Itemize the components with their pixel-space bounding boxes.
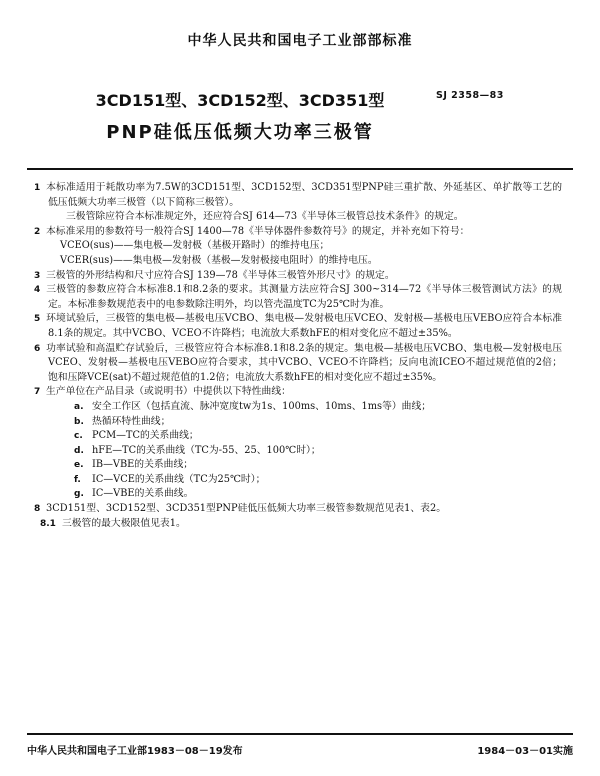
item-text: PCM—TC的关系曲线； (92, 430, 199, 442)
clause-text: 本标准适用于耗散功率为7.5W的3CD151型、3CD152型、3CD351型PNP硅三重扩散、外延基区、单扩散等工艺的低压低频大功率三极管（以下简称三极管）。 (46, 182, 562, 208)
top-divider (27, 168, 573, 170)
item-text: 安全工作区（包括直流、脉冲宽度tw为1s、100ms、10ms、1ms等）曲线； (92, 400, 432, 412)
item-text: IC—VCE的关系曲线（TC为25℃时）； (92, 473, 266, 485)
clause-text: 三极管的参数应符合本标准8.1和8.2条的要求。其测量方法应符合SJ 300~314—72《半导体三极管测试方法》的规定。本标准参数规范表中的电参数除注明外，均以管壳温度TC为25℃时为准。 (46, 284, 562, 310)
symbol-definition-vceo: VCEO(sus)——集电极—发射极（基极开路时）的维持电压； (60, 240, 330, 252)
curve-item (66, 415, 562, 430)
standard-code: SJ 2358—83 (436, 90, 504, 101)
clause-2 (34, 225, 562, 240)
issuing-ministry: 中华人民共和国电子工业部部标准 (187, 33, 413, 49)
item-letter: b. (74, 416, 84, 427)
curve-item (66, 458, 562, 473)
document-title-models: 3CD151型、3CD152型、3CD351型 (95, 91, 385, 110)
curve-list (48, 400, 562, 502)
clause-number: 1 (34, 183, 41, 193)
document-title-product: PNP硅低压低频大功率三极管 (106, 122, 374, 143)
clause-text: 本标准采用的参数符号一般符合SJ 1400—78《半导体器件参数符号》的规定，并补充如下符号： (46, 225, 470, 237)
item-letter: g. (74, 489, 84, 500)
issue-date: 中华人民共和国电子工业部1983－08－19发布 (27, 746, 243, 757)
item-text: hFE—TC的关系曲线（TC为-55、25、100℃时）； (92, 444, 321, 456)
clause-number: 5 (34, 314, 41, 325)
clause-number: 6 (34, 343, 41, 354)
item-text: 热循环特性曲线； (92, 415, 171, 427)
curve-item (66, 473, 562, 488)
clause-text: 生产单位在产品目录（或说明书）中提供以下特性曲线： (46, 386, 291, 398)
symbol-definition-vcer: VCER(sus)——集电极—发射极（基极—发射极接电阻时）的维持电压。 (60, 254, 378, 266)
clause-text: 三极管的最大极限值见表1。 (61, 517, 186, 529)
bottom-divider (27, 733, 573, 735)
clause-text: 三极管的外形结构和尺寸应符合SJ 139—78《半导体三极管外形尺寸》的规定。 (46, 269, 395, 281)
clause-number: 2 (34, 226, 41, 237)
curve-item (66, 400, 562, 415)
item-letter: e. (74, 460, 84, 471)
clause-3 (34, 269, 562, 284)
clause-8 (34, 502, 562, 517)
clause-text: 功率试验和高温贮存试验后，三极管应符合本标准8.1和8.2条的规定。集电极—基极电压VCBO、集电极—发射极电压VCEO、发射极—基极电压VEBO应符合要求，其中VCBO、VCEO不许降档；反向电流ICEO不超过规范值的2倍；饱和压降VCE(sat)不超过规范值的1.2倍；电流放大系数hFE的相对变化应不超过±35%。 (46, 342, 562, 383)
item-letter: a. (74, 401, 84, 412)
clause-8-1 (40, 517, 562, 532)
curve-item (66, 429, 562, 444)
clause-number: 4 (34, 285, 41, 296)
item-letter: f. (74, 474, 81, 485)
clause-4 (34, 283, 562, 312)
clause-5 (34, 312, 562, 341)
item-letter: c. (74, 431, 83, 442)
clause-number: 7 (34, 387, 41, 398)
clause-text: 3CD151型、3CD152型、3CD351型PNP硅低压低频大功率三极管参数规范见表1、表2。 (46, 503, 446, 515)
clause-number: 8 (34, 504, 41, 515)
clause-text: 环境试验后，三极管的集电极—基极电压VCBO、集电极—发射极电压VCEO、发射极—基极电压VEBO应符合本标准8.1条的规定。其中VCBO、VCEO不许降档；电流放大系数hFE的相对变化应不超过±35%。 (46, 313, 562, 339)
curve-item (66, 487, 562, 502)
clause-1 (34, 181, 562, 210)
clause-number: 8.1 (40, 518, 56, 529)
item-text: IB—VBE的关系曲线； (92, 459, 194, 471)
item-letter: d. (74, 445, 84, 456)
clause-7 (34, 385, 562, 400)
clause-number: 3 (34, 270, 41, 281)
clause-6 (34, 342, 562, 386)
curve-item (66, 444, 562, 459)
item-text: IC—VBE的关系曲线。 (92, 488, 194, 500)
effective-date: 1984－03－01实施 (477, 746, 573, 757)
document-body (34, 181, 562, 531)
clause-1-extra: 三极管除应符合本标准规定外，还应符合SJ 614—73《半导体三极管总技术条件》的规定。 (66, 211, 464, 223)
